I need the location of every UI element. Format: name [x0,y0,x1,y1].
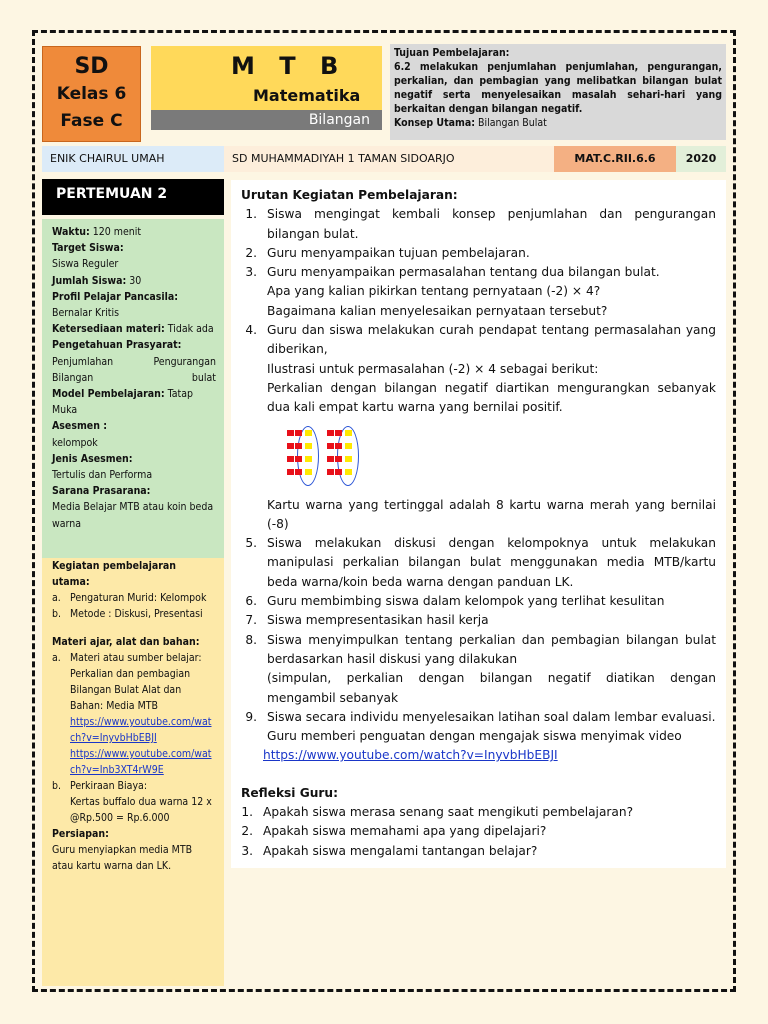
color-cards-illustration [241,420,716,492]
step-4: 4. Guru dan siswa melakukan curah pendapat tentang permasalahan yang diberikan, [241,321,716,360]
waktu-value: 120 menit [89,226,142,238]
kegiatan-b-text: Metode : Diskusi, Presentasi [70,608,203,620]
main-concept-value: Bilangan Bulat [475,117,547,129]
asesmen-value: kelompok [52,436,98,449]
lesson-year: 2020 [676,146,726,172]
red-card [287,430,294,436]
materi-label [52,634,214,650]
school-name: SD MUHAMMADIYAH 1 TAMAN SIDOARJO [224,146,554,172]
step-9-note: Guru memberi penguatan dengan mengajak siswa menyimak video [267,729,682,744]
red-card [335,456,342,462]
mtb-title: M T B [231,52,347,80]
red-card [295,469,302,475]
objective-title: Tujuan Pembelajaran: [394,47,510,59]
biaya: b. Perkiraan Biaya: Kertas buffalo dua warna 12 x @Rp.500 = Rp.6.000 [52,778,214,826]
step-2-text: Guru menyampaikan tujuan pembelajaran. [267,245,530,260]
red-card [327,443,334,449]
kegiatan-label-text: Kegiatan pembelajaran utama: [52,560,176,588]
target-label-text: Target Siswa: [52,242,124,255]
yellow-card [345,430,352,436]
step-3-text: Guru menyampaikan permasalahan tentang dua bilangan bulat. [267,265,660,280]
profil-value: Bernalar Kritis [52,307,120,320]
kegiatan-a: a. Pengaturan Murid: Kelompok [52,592,207,604]
yellow-card [305,456,312,462]
biaya-value: Kertas buffalo dua warna 12 x @Rp.500 = Rp.6.000 [70,796,212,824]
persiapan-label [52,826,214,842]
prasyarat-label [52,337,214,353]
sarana-label-text: Sarana Prasarana: [52,485,151,498]
video-link-2[interactable]: https://www.youtube.com/watch?v=Inb3XT4rW9E [70,748,212,776]
sarana-label [52,483,214,499]
model-value: Tatap Muka [52,388,193,417]
jenis-value: Tertulis dan Performa [52,469,153,482]
yellow-card [305,443,312,449]
materi-a-text: Materi atau sumber belajar: Perkalian dan pembagian Bilangan Bulat Alat dan Bahan: Media MTB [70,652,202,712]
ketersediaan-value: Tidak ada [164,323,214,336]
step-1-text: Siswa mengingat kembali konsep penjumlahan dan pengurangan bilangan bulat. [267,207,716,241]
waktu-label: Waktu: [52,226,90,238]
profil-label-text: Profil Pelajar Pancasila: [52,290,179,303]
step-3-question-1: Apa yang kalian pikirkan tentang pernyataan (-2) × 4? [267,284,601,299]
yellow-card [345,456,352,462]
target-label [52,240,214,256]
materi-label-text: Materi ajar, alat dan bahan: [52,636,200,648]
prasyarat-label-text: Pengetahuan Prasyarat: [52,339,182,352]
profil-label [52,289,214,305]
step-8: 8. Siswa menyimpulkan tentang perkalian dan pembagian bilangan bulat berdasarkan hasil diskusi yang dilakukan [241,631,716,670]
step-8-note: (simpulan, perkalian dengan bilangan negatif diatikan dengan mengambil sebanyak [267,671,716,705]
learning-objective [390,44,726,140]
teacher-name: ENIK CHAIRUL UMAH [42,146,224,172]
persiapan-value: Guru menyiapkan media MTB atau kartu warna dan LK. [52,844,193,872]
main-concept-label: Konsep Utama: [394,117,475,129]
red-card [295,430,302,436]
video-link-main[interactable]: https://www.youtube.com/watch?v=InyvbHbEBJI [263,748,558,763]
video-link-1[interactable]: https://www.youtube.com/watch?v=InyvbHbEBJI [70,716,212,744]
model-row [52,386,214,418]
jenis-label-text: Jenis Asesmen: [52,452,133,465]
step-7: 7. Siswa mempresentasikan hasil kerja [241,611,716,630]
model-label: Model Pembelajaran: [52,388,165,401]
reflection-list [241,803,716,861]
school-level: SD [74,54,109,79]
biaya-content [70,778,214,826]
steps-heading: Urutan Kegiatan Pembelajaran: [241,188,458,202]
waktu-row [52,224,214,240]
materi-a: a. Materi atau sumber belajar: Perkalian dan pembagian Bilangan Bulat Alat dan Bahan: Media MTB https://www.youtube.com/watch?v=InyvbHbEBJI https://www.youtube.com/watch?v=Inb3XT4rW9E [52,650,214,778]
step-2: 2. Guru menyampaikan tujuan pembelajaran. [241,244,716,263]
ketersediaan-row [52,321,214,337]
activity-panel [42,558,224,986]
objective-body: 6.2 melakukan penjumlahan penjumlahan, pengurangan, perkalian, dan pembagian yang melibatkan bilangan bulat negatif serta menyelesaikan masalah sehari-hari yang berkaitan dengan bilangan negatif. [394,61,722,115]
red-card [327,430,334,436]
step-9: 9. Siswa secara individu menyelesaikan latihan soal dalam lembar evaluasi. [241,708,716,727]
topic-label: Bilangan [151,110,382,130]
red-card [327,456,334,462]
grade-badge [42,46,141,142]
kegiatan-a-text: Pengaturan Murid: Kelompok [70,592,207,604]
materi-a-content [70,650,214,778]
sarana-value: Media Belajar MTB atau koin beda warna [52,501,214,530]
lesson-code: MAT.C.RII.6.6 [554,146,676,172]
red-card [287,456,294,462]
yellow-card [305,469,312,475]
target-value: Siswa Reguler [52,258,119,271]
yellow-card [345,443,352,449]
steps-list [241,205,716,765]
meeting-title: PERTEMUAN 2 [42,179,224,215]
reflection-3: 3. Apakah siswa mengalami tantangan belajar? [241,842,716,861]
asesmen-label [52,418,214,434]
step-3: 3. Guru menyampaikan permasalahan tentang dua bilangan bulat. [241,263,716,282]
jenis-label [52,451,214,467]
red-card [335,430,342,436]
reflection-heading: Refleksi Guru: [241,785,338,800]
persiapan-label-text: Persiapan: [52,828,109,840]
step-6: 6. Guru membimbing siswa dalam kelompok yang terlihat kesulitan [241,592,716,611]
red-card [295,443,302,449]
step-1: 1. Siswa mengingat kembali konsep penjumlahan dan pengurangan bilangan bulat. [241,205,716,244]
step-5-text: Siswa melakukan diskusi dengan kelompoknya untuk melakukan manipulasi perkalian bilangan bulat menggunakan media MTB/kartu beda warna/koin beda warna dengan panduan LK. [267,536,716,589]
jumlah-value: 30 [126,274,142,287]
yellow-card [305,430,312,436]
step-9-text: Siswa secara individu menyelesaikan latihan soal dalam lembar evaluasi. [267,709,716,724]
reflection-2-text: Apakah siswa memahami apa yang dipelajari? [263,824,547,839]
main-content [231,180,726,868]
step-4-result: Kartu warna yang tertinggal adalah 8 kartu warna merah yang bernilai (-8) [267,497,716,531]
main-concept [394,116,722,130]
asesmen-label-text: Asesmen : [52,420,108,433]
red-card [327,469,334,475]
step-5: 5. Siswa melakukan diskusi dengan kelompoknya untuk melakukan manipulasi perkalian bilangan bulat menggunakan media MTB/kartu beda warna/koin beda warna dengan panduan LK. [241,534,716,592]
jumlah-label: Jumlah Siswa: [52,274,127,287]
step-4-description: Perkalian dengan bilangan negatif diartikan mengurangkan sebanyak dua kali empat kartu warna yang bernilai positif. [267,380,716,415]
yellow-card [345,469,352,475]
red-card [287,469,294,475]
kegiatan-label [52,558,214,590]
kegiatan-b: b. Metode : Diskusi, Presentasi [52,608,203,620]
red-card [287,443,294,449]
red-card [335,469,342,475]
step-3-question-2: Bagaimana kalian menyelesaikan pernyataan tersebut? [267,303,608,318]
step-6-text: Guru membimbing siswa dalam kelompok yang terlihat kesulitan [267,594,665,609]
red-card [295,456,302,462]
step-7-text: Siswa mempresentasikan hasil kerja [267,613,489,628]
prasyarat-value: Penjumlahan Pengurangan Bilangan bulat [52,355,216,384]
step-4-text: Guru dan siswa melakukan curah pendapat tentang permasalahan yang diberikan, [267,323,716,357]
reflection-1-text: Apakah siswa merasa senang saat mengikuti pembelajaran? [263,805,634,820]
ketersediaan-label: Ketersediaan materi: [52,323,165,336]
red-card [335,443,342,449]
lesson-info-panel [42,219,224,558]
step-4-illustration: Ilustrasi untuk permasalahan (-2) × 4 sebagai berikut: [267,361,599,376]
biaya-label: Perkiraan Biaya: [70,780,148,792]
grade-label: Kelas 6 [56,84,127,104]
step-8-text: Siswa menyimpulkan tentang perkalian dan pembagian bilangan bulat berdasarkan hasil diskusi yang dilakukan [267,632,716,666]
jumlah-row [52,273,214,289]
reflection-1: 1. Apakah siswa merasa senang saat mengikuti pembelajaran? [241,803,716,822]
reflection-3-text: Apakah siswa mengalami tantangan belajar? [263,843,538,858]
reflection-2: 2. Apakah siswa memahami apa yang dipelajari? [241,822,716,841]
subject-title: Matematika [253,86,361,105]
phase-label: Fase C [60,111,123,131]
